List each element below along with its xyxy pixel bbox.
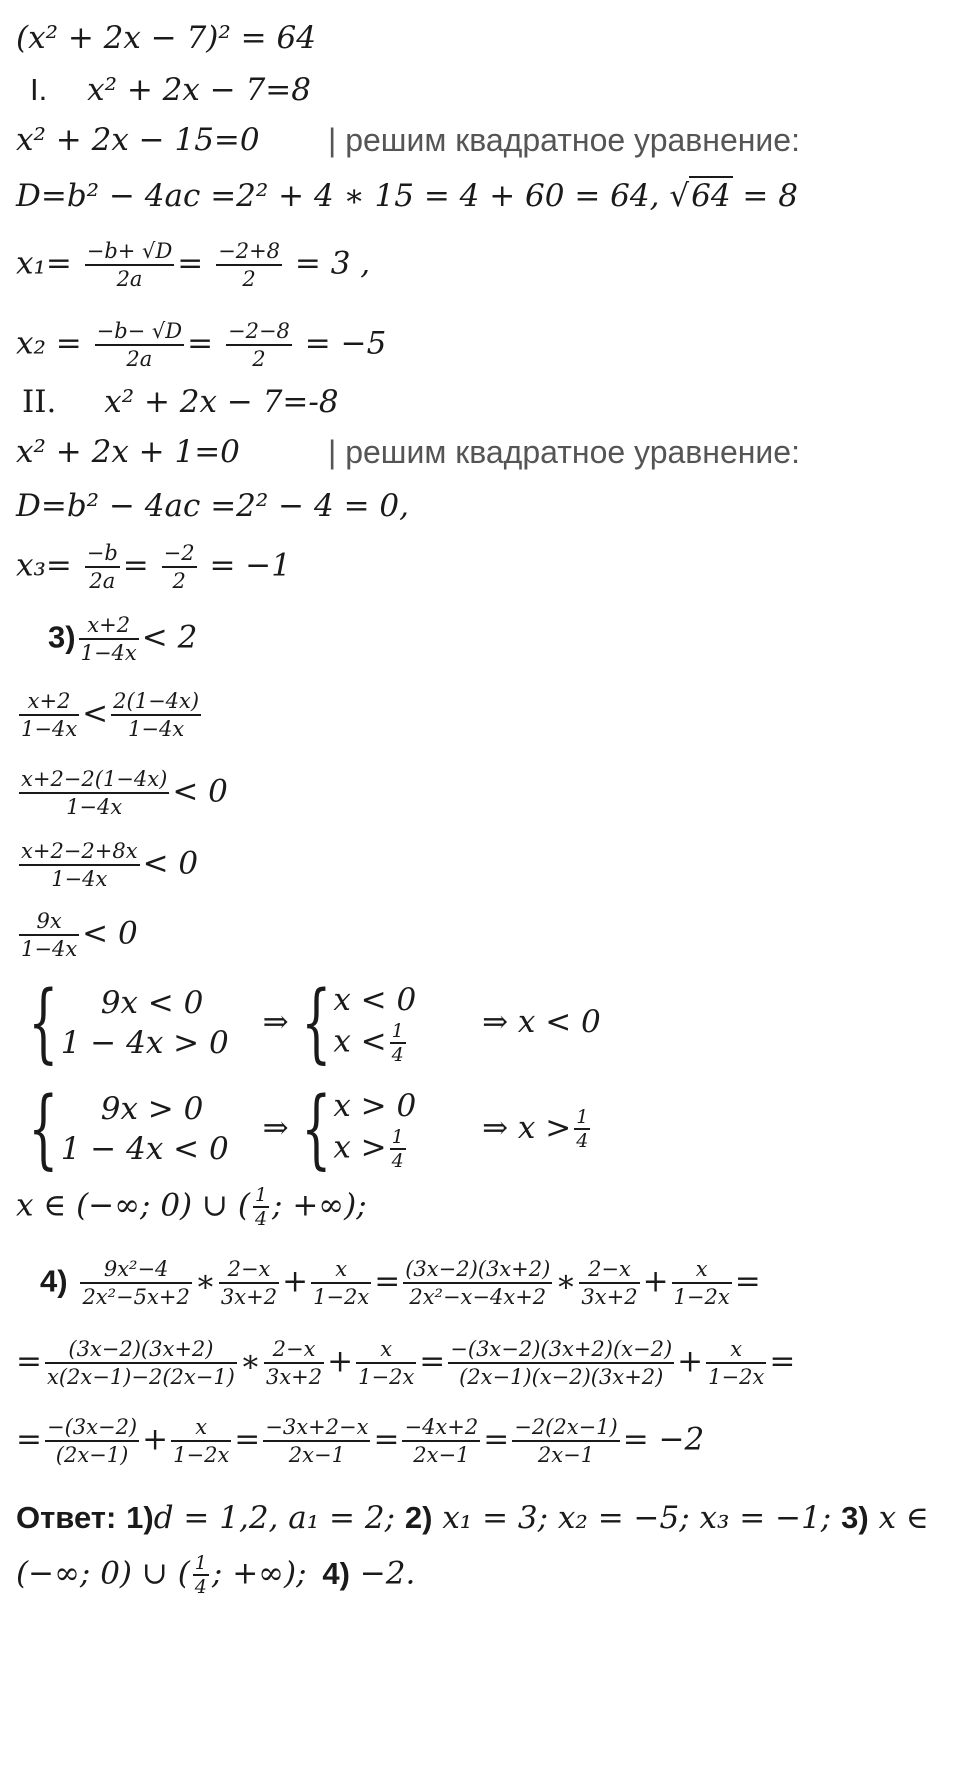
discriminant-line-1: D=b² − 4ac =2² + 4 ∗ 15 = 4 + 60 = 64, √64 = 8 [16,178,798,214]
frac-den: 2 [252,347,266,371]
quadratic-line-1 [16,120,800,160]
operator: = [373,1421,400,1458]
operator: ∗ [194,1263,216,1300]
frac-den: 2 [172,569,186,593]
system-a: { 9x < 0 1 − 4x > 0 ⇒ { x < 0 x < $\frac{1}{4}$ ⇒ x < 0 [28,973,601,1073]
frac-num: 2(1−4x) [113,689,200,713]
frac-den: 1−4x [21,717,78,741]
task-number: 3) [48,619,76,655]
frac-den: 2 [242,267,256,291]
frac-den: 1−2x [673,1285,730,1309]
frac-num: (3x−2)(3x+2) [68,1337,214,1361]
operator: = [734,1263,761,1300]
implies-arrow: ⇒ [262,1109,289,1146]
frac-den: 4 [391,1150,404,1172]
frac-den: 1−2x [708,1365,765,1389]
frac-den: 3x+2 [581,1285,638,1309]
operator: < [82,695,109,732]
frac-den: (2x−1)(x−2)(3x+2) [459,1365,664,1389]
equation-line-1: (x² + 2x − 7)² = 64 [16,20,316,56]
frac-den: 2x²−x−4x+2 [409,1285,547,1309]
system-result: ⇒ x > [482,1109,572,1146]
operator: = [374,1263,401,1300]
inequality-rhs: < 0 [82,915,138,952]
root-value: = −5 [304,325,387,362]
case-equation: x² + 2x − 7=8 [87,72,311,108]
root-label: x₁= [16,245,72,282]
frac-den: x(2x−1)−2(2x−1) [46,1365,235,1389]
frac-num: −(3x−2)(3x+2)(x−2) [450,1337,673,1361]
frac-num: −b [86,541,118,565]
task-3-step-4 [16,908,138,962]
operator: = [483,1421,510,1458]
answer-part-number: 2) [404,1500,433,1535]
frac-num: −2+8 [218,239,281,263]
root-x2-line: x₂ = $\frac{-b- √D}{2a}$ = $\frac{-2-8}{2}$ = −5 [16,319,387,371]
frac-num: −3x+2−x [265,1415,369,1439]
frac-num: 2−x [588,1257,631,1281]
task-4-row-2 [16,1336,795,1390]
case-equation: x² + 2x − 7=-8 [104,384,339,420]
frac-num: x [195,1415,208,1439]
sqrt-value: 64 [691,178,731,214]
discriminant-text: D=b² − 4ac =2² + 4 ∗ 15 = 4 + 60 = 64, [16,178,670,214]
task-4-row-1 [40,1256,761,1310]
frac-num: (3x−2)(3x+2) [405,1257,551,1281]
answer-part-number: 4) [322,1555,350,1591]
frac-den: 2x−1 [413,1443,470,1467]
frac-num: x+2 [27,689,71,713]
case-label: II. [22,384,57,420]
operator: = [16,1343,42,1380]
frac-den: 4 [391,1044,404,1066]
frac-den: 1−4x [51,867,108,891]
operator: + [142,1421,169,1458]
task-3-step-3 [16,838,198,892]
frac-num: 1 [391,1126,404,1148]
frac-num: x [380,1337,393,1361]
frac-num: x [730,1337,743,1361]
frac-num: −2(2x−1) [514,1415,618,1439]
task-3-step-2 [16,766,228,820]
frac-num: 1 [194,1552,207,1574]
root-label: x₃= [16,547,72,584]
task-3-heading [48,612,197,666]
operator: + [677,1343,704,1380]
operator: = [16,1421,42,1458]
system-row: x < [333,1023,387,1060]
answer-line-1 [16,1498,929,1538]
frac-num: 1 [391,1020,404,1042]
answer-line-2 [16,1552,415,1598]
interval-text: (−∞; 0) ∪ ( [16,1555,190,1592]
discriminant-line-2: D=b² − 4ac =2² − 4 = 0, [16,488,409,524]
frac-den: 2a [89,569,116,593]
frac-den: 4 [254,1208,268,1230]
system-row: x < 0 [333,982,417,1018]
case-2-line [22,382,339,422]
frac-den: 1−4x [80,641,137,665]
frac-den: 4 [576,1130,589,1152]
operator: = [234,1421,261,1458]
system-row: 1 − 4x > 0 [60,1025,229,1061]
system-row: x > [333,1129,387,1166]
root-value: = −1 [209,547,291,584]
frac-den: 1−2x [358,1365,415,1389]
frac-den: 1−4x [66,795,123,819]
task-3-step-1 [16,688,204,742]
operator: = [769,1343,796,1380]
implies-arrow: ⇒ [262,1003,289,1040]
frac-num: −2 [163,541,195,565]
operator: = [419,1343,446,1380]
case-1-line [30,70,311,110]
answer-part-number: 3) [841,1500,869,1535]
operator: + [327,1343,354,1380]
operator: + [642,1263,669,1300]
frac-den: 1−2x [313,1285,370,1309]
answer-label: Ответ: [16,1500,117,1535]
root-x1-line: x₁= $\frac{-b+ √D}{2a}$ = $\frac{-2+8}{2}$ = 3 , [16,239,371,291]
frac-num: 9x [36,909,62,933]
frac-den: 1−4x [21,937,78,961]
system-row: 1 − 4x < 0 [60,1131,229,1167]
operator: ∗ [239,1343,261,1380]
interval-text: ; +∞); [211,1555,307,1592]
frac-num: −b+ √D [86,239,173,263]
inequality-rhs: < 0 [172,773,228,810]
note-text: | решим квадратное уравнение: [328,434,800,470]
operator: = −2 [622,1421,705,1458]
task-number: 4) [40,1263,68,1299]
quadratic-line-2 [16,432,800,472]
system-row: 9x > 0 [100,1091,204,1127]
frac-num: −2−8 [227,319,290,343]
frac-num: 2−x [227,1257,271,1281]
frac-den: 2x−1 [537,1443,595,1467]
operator: + [282,1263,309,1300]
task-4-row-3 [16,1414,704,1468]
task-3-answer [16,1184,367,1230]
frac-num: 2−x [272,1337,316,1361]
root-x3-line: x₃= $\frac{-b}{2a}$ = $\frac{-2}{2}$ = −1 [16,541,291,593]
answer-part-number: 1) [126,1500,154,1535]
quadratic-equation: x² + 2x − 15=0 [16,122,260,158]
frac-num: 1 [576,1106,589,1128]
frac-num: −4x+2 [404,1415,479,1439]
frac-num: x+2−2(1−4x) [21,767,168,791]
frac-den: 2x−1 [288,1443,345,1467]
root-value: = 3 , [294,245,371,282]
frac-den: (2x−1) [55,1443,129,1467]
interval-text: x ∈ (−∞; 0) ∪ ( [16,1187,250,1224]
frac-num: −(3x−2) [46,1415,138,1439]
interval-text: ; +∞); [272,1187,367,1224]
system-result: ⇒ x < 0 [482,1003,601,1040]
frac-den: 4 [194,1576,207,1598]
frac-num: 1 [254,1184,268,1206]
frac-den: 2x²−5x+2 [82,1285,190,1309]
sqrt-result: = 8 [732,178,798,214]
frac-num: x [335,1257,348,1281]
frac-den: 2a [116,267,143,291]
quadratic-equation: x² + 2x + 1=0 [16,434,240,470]
frac-num: x+2 [87,613,131,637]
frac-num: x [695,1257,708,1281]
frac-num: −b− √D [96,319,183,343]
frac-num: 9x²−4 [103,1257,169,1281]
operator: ∗ [555,1263,577,1300]
answer-part-text: −2. [359,1555,416,1592]
inequality-rhs: < 2 [141,619,198,656]
answer-part-text: d = 1,2, a₁ = 2; [153,1500,396,1536]
system-row: x > 0 [333,1088,417,1124]
root-label: x₂ = [16,325,82,362]
inequality-rhs: < 0 [142,845,199,882]
frac-den: 1−4x [128,717,185,741]
frac-den: 3x+2 [220,1285,278,1309]
case-label: I. [30,72,48,107]
system-b: { 9x > 0 1 − 4x < 0 ⇒ { x > 0 x > $\frac{1}{4}$ ⇒ x > $\frac{1}{4}$ [28,1079,589,1179]
frac-den: 2a [126,347,153,371]
frac-num: x+2−2+8x [21,839,138,863]
frac-den: 1−2x [173,1443,230,1467]
note-text: | решим квадратное уравнение: [328,122,800,158]
system-row: 9x < 0 [100,985,204,1021]
answer-part-text: x ∈ [878,1500,929,1536]
frac-den: 3x+2 [265,1365,323,1389]
answer-part-text: x₁ = 3; x₂ = −5; x₃ = −1; [442,1500,832,1536]
